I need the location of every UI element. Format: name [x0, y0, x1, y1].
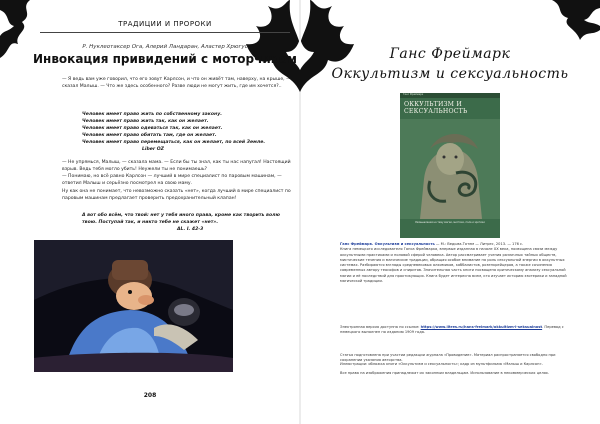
running-header: ТРАДИЦИИ И ПРОРОКИ	[118, 20, 212, 28]
cover-subtitle: Размышления на тему магии, мистики, пола и эротики	[415, 221, 485, 224]
header-divider	[40, 32, 290, 33]
book-cover-image	[400, 93, 500, 238]
cover-title: ОККУЛЬТИЗМ И СЕКСУАЛЬНОСТЬ	[404, 101, 468, 115]
law-line: Человек имеет право обитать там, где он желает.	[82, 133, 217, 138]
review-link-paragraph	[340, 325, 572, 336]
quote-text: А вот обо всём, что твой: нет у тебя иного права, кроме как творить волю твою. Поступай так, и никто тебе не скажет «нет».	[82, 213, 280, 225]
paragraph-2b: — Понимаю, но всё равно Карлсон — лучший в мире специалист по паровым машинам, — ответил Малыш и серьёзно посмотрел на свою маму.	[62, 174, 282, 186]
law-line: Человек имеет право жить по собственному закону.	[82, 112, 222, 117]
ornament-top-left-icon	[0, 0, 40, 60]
review-publication: — М.: Ведьма-Тотем — Литрес, 2013. — 176 с.	[434, 242, 524, 246]
review-lead: Ганс Фреймарк. Оккультизм и сексуальность	[340, 242, 435, 246]
cover-publisher: Ганс Фреймарк	[403, 93, 424, 96]
quote-reference: AL. I. 42-3	[177, 227, 204, 232]
law-line: Человек имеет право жить так, как он желает.	[82, 119, 209, 124]
credits-line-2: Иллюстрации: обложка книги «Оккультизм и сексуальность»; кадр из мультфильма «Малыш и Карлсон».	[340, 362, 543, 366]
cover-statue-icon	[400, 119, 500, 219]
law-line: Человек имеет право одеваться так, как он желает.	[82, 126, 223, 131]
review-paragraph	[340, 242, 572, 284]
law-source: Liber OZ	[142, 147, 165, 152]
page-number: 208	[143, 392, 157, 399]
law-line: Человек имеет право перемещаться, как он желает, по всей Земле.	[82, 140, 266, 145]
cartoon-still-image	[34, 240, 233, 372]
paragraph-2a: — Не упрямься, Малыш, — сказала мама. — Если бы ты знал, как ты нас напугал! Настоящий взрыв. Ведь тебя могло убить! Неужели ты не понимаешь?	[62, 160, 291, 172]
paragraph-1: — Я ведь вам уже говорил, что его зовут Карлсон, и что он живёт там, наверху, на крыше, — сказал Малыш. — Что же здесь особенного? Разве люди не могут жить, где им хочется?..	[62, 77, 291, 89]
ornament-top-right-icon	[546, 0, 600, 40]
paragraph-3: Ну как она не понимает, что невозможно сказать «нет», когда лучший в мире специалист по паровым машинам предлагает проверить предохранительный клапан!	[62, 189, 291, 201]
review-body: Книга немецкого исследователя Ганса Фреймарка, впервые изданная в начале XX века, посвящена связи между оккультными практиками и половой сферой человека. Автор рассматривает учения различных тайных обществ, мистические течения и магические традиции, обращая особое внимание на роль сексуальной энергии в оккультных системах. Разбираются взгляды средневековых алхимиков, каббалистов, розенкрейцеров, а также сочинения современных автору теософов и спиритов. Значительная часть книги посвящена критическому анализу сексуальной магии и её последствий для практикующих. Книга будет интересна всем, кто изучает историю эзотерики и западной магической традиции.	[340, 247, 567, 284]
article-byline: Р. Нуклеотаксер Ога, Алерий Ландаран, Аластер Хрюгус	[82, 44, 248, 50]
book-author: Ганс Фреймарк	[389, 46, 511, 62]
review-link-label: Электронная версия доступна по ссылке:	[340, 325, 421, 329]
liber-oz-excerpt	[82, 111, 282, 153]
credits-line-3: Все права на изображения принадлежат их законным владельцам. Использование в некоммерческих целях.	[340, 371, 550, 375]
paragraph-2	[62, 159, 292, 187]
book-title: Оккультизм и сексуальность	[331, 66, 569, 82]
article-title: Инвокация привидений с моторчиком	[33, 52, 297, 66]
credits-line-1: Статья подготовлена при участии редакции журнала «Провидение». Материал распространяется свободно при сохранении указания авторства.	[340, 353, 556, 363]
review-link[interactable]: https://www.litres.ru/hans-freimark/okkultizm-i-seksualnost	[420, 325, 543, 329]
review-end: . Перевод с немецкого выполнен по изданию 1909 года.	[340, 325, 564, 335]
quote-block	[82, 212, 282, 233]
